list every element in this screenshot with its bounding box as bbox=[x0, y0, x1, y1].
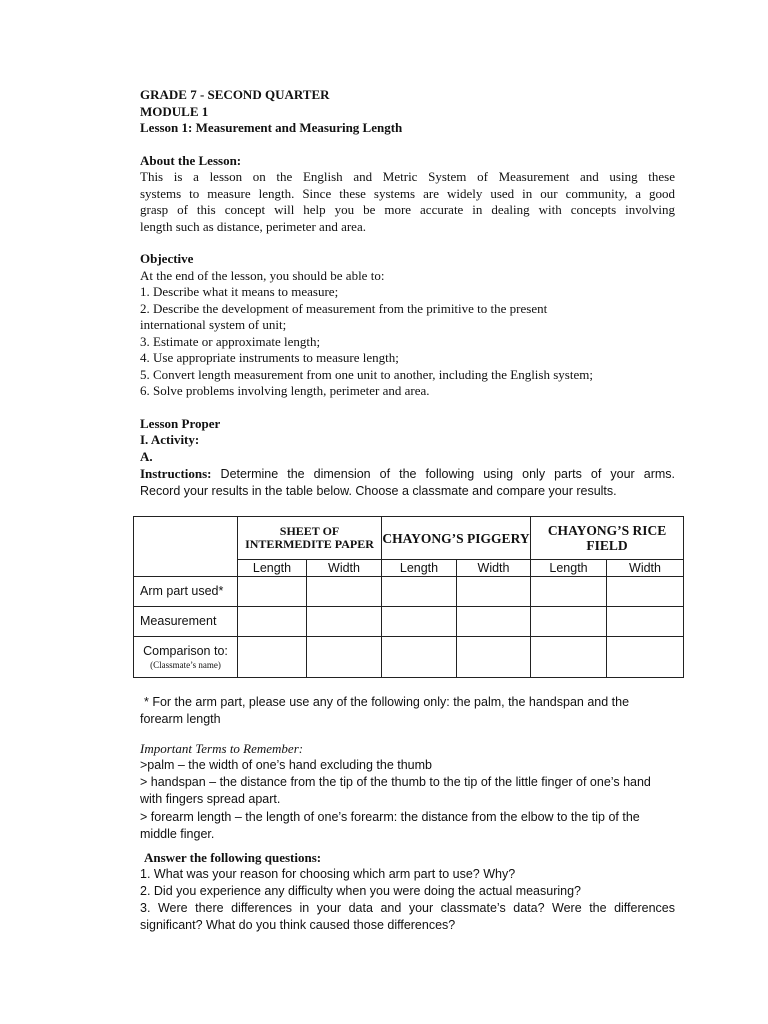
measurement-table bbox=[133, 516, 684, 678]
instructions-line-2: Record your results in the table below. Choose a classmate and compare your results. bbox=[140, 484, 617, 498]
table-row bbox=[134, 577, 684, 607]
term-forearm-line-2: middle finger. bbox=[140, 827, 215, 841]
table-row bbox=[134, 637, 684, 678]
objective-intro: At the end of the lesson, you should be able to: bbox=[140, 267, 385, 283]
column-group-rice-field: CHAYONG’S RICE FIELD bbox=[531, 517, 684, 560]
questions-heading: Answer the following questions: bbox=[144, 850, 322, 865]
lesson-content bbox=[140, 87, 675, 500]
table-cell[interactable] bbox=[307, 607, 382, 637]
term-handspan-line-1: > handspan – the distance from the tip of the thumb to the tip of the little finger of one’s hand bbox=[140, 775, 651, 789]
table-cell[interactable] bbox=[382, 637, 457, 678]
table-cell[interactable] bbox=[531, 607, 607, 637]
grade-title: GRADE 7 - SECOND QUARTER bbox=[140, 87, 330, 102]
terms-heading: Important Terms to Remember: bbox=[140, 741, 304, 756]
instructions-line-1 bbox=[140, 465, 675, 483]
term-palm: >palm – the width of one’s hand excluding the thumb bbox=[140, 758, 432, 772]
table-cell[interactable] bbox=[382, 577, 457, 607]
objective-item: 3. Estimate or approximate length; bbox=[140, 333, 321, 349]
table-cell[interactable] bbox=[457, 607, 531, 637]
lesson-proper-heading: Lesson Proper bbox=[140, 415, 221, 431]
questions-section bbox=[140, 850, 675, 934]
important-terms bbox=[140, 740, 685, 843]
comparison-label: Comparison to: bbox=[143, 644, 228, 659]
table-cell[interactable] bbox=[607, 577, 684, 607]
part-label: A. bbox=[140, 448, 153, 464]
table-row bbox=[134, 607, 684, 637]
term-handspan-line-2: with fingers spread apart. bbox=[140, 792, 281, 806]
table-cell[interactable] bbox=[457, 577, 531, 607]
subheader-length: Length bbox=[531, 560, 607, 577]
about-line-1: This is a lesson on the English and Metric System of Measurement and using these bbox=[140, 169, 675, 184]
table-cell[interactable] bbox=[238, 607, 307, 637]
column-group-paper: SHEET OF INTERMEDITE PAPER bbox=[238, 517, 382, 560]
table-cell[interactable] bbox=[531, 577, 607, 607]
question-2: 2. Did you experience any difficulty when you were doing the actual measuring? bbox=[140, 884, 582, 898]
table-corner-cell bbox=[134, 517, 238, 577]
footnote-line-1: * For the arm part, please use any of the following only: the palm, the handspan and the bbox=[144, 695, 630, 709]
subheader-width: Width bbox=[307, 560, 382, 577]
table-cell[interactable] bbox=[382, 607, 457, 637]
row-label-measurement: Measurement bbox=[134, 607, 238, 637]
question-1: 1. What was your reason for choosing which arm part to use? Why? bbox=[140, 867, 516, 881]
instructions-text: Determine the dimension of the following using only parts of your arms. bbox=[211, 467, 675, 481]
instructions-label: Instructions: bbox=[140, 466, 212, 481]
objective-item: 2. Describe the development of measurement from the primitive to the present bbox=[140, 300, 548, 316]
about-line-2: systems to measure length. Since these systems are widely used in our community, a good bbox=[140, 185, 675, 201]
column-group-piggery: CHAYONG’S PIGGERY bbox=[382, 517, 531, 560]
table-cell[interactable] bbox=[307, 637, 382, 678]
subheader-length: Length bbox=[382, 560, 457, 577]
subheader-length: Length bbox=[238, 560, 307, 577]
question-3-line-2: significant? What do you think caused those differences? bbox=[140, 918, 456, 932]
table-cell[interactable] bbox=[307, 577, 382, 607]
activity-heading: I. Activity: bbox=[140, 432, 200, 447]
footnote bbox=[140, 694, 685, 728]
table-cell[interactable] bbox=[607, 637, 684, 678]
table-cell[interactable] bbox=[607, 607, 684, 637]
objective-item: 5. Convert length measurement from one unit to another, including the English system; bbox=[140, 366, 593, 382]
objective-item: 4. Use appropriate instruments to measure length; bbox=[140, 350, 399, 365]
footnote-line-2: forearm length bbox=[140, 712, 221, 726]
objective-item: 1. Describe what it means to measure; bbox=[140, 284, 339, 299]
row-label-comparison bbox=[134, 637, 238, 678]
term-forearm-line-1: > forearm length – the length of one’s forearm: the distance from the elbow to the tip of the bbox=[140, 810, 640, 824]
table-cell[interactable] bbox=[238, 577, 307, 607]
subheader-width: Width bbox=[457, 560, 531, 577]
module-title: MODULE 1 bbox=[140, 103, 209, 119]
classmate-name-note: (Classmate’s name) bbox=[150, 659, 221, 670]
about-line-3: grasp of this concept will help you be more accurate in dealing with concepts involving bbox=[140, 202, 675, 217]
about-heading: About the Lesson: bbox=[140, 152, 242, 168]
lesson-title: Lesson 1: Measurement and Measuring Length bbox=[140, 120, 403, 135]
table-header-row bbox=[134, 517, 684, 560]
objective-item: 6. Solve problems involving length, perimeter and area. bbox=[140, 383, 430, 398]
about-line-4: length such as distance, perimeter and area. bbox=[140, 218, 366, 234]
row-label-arm-part: Arm part used* bbox=[134, 577, 238, 607]
question-3-line-1: 3. Were there differences in your data and your classmate’s data? Were the differences bbox=[140, 901, 675, 915]
table-cell[interactable] bbox=[238, 637, 307, 678]
table-cell[interactable] bbox=[531, 637, 607, 678]
subheader-width: Width bbox=[607, 560, 684, 577]
objective-heading: Objective bbox=[140, 251, 194, 266]
objective-item: international system of unit; bbox=[140, 317, 287, 332]
table-cell[interactable] bbox=[457, 637, 531, 678]
